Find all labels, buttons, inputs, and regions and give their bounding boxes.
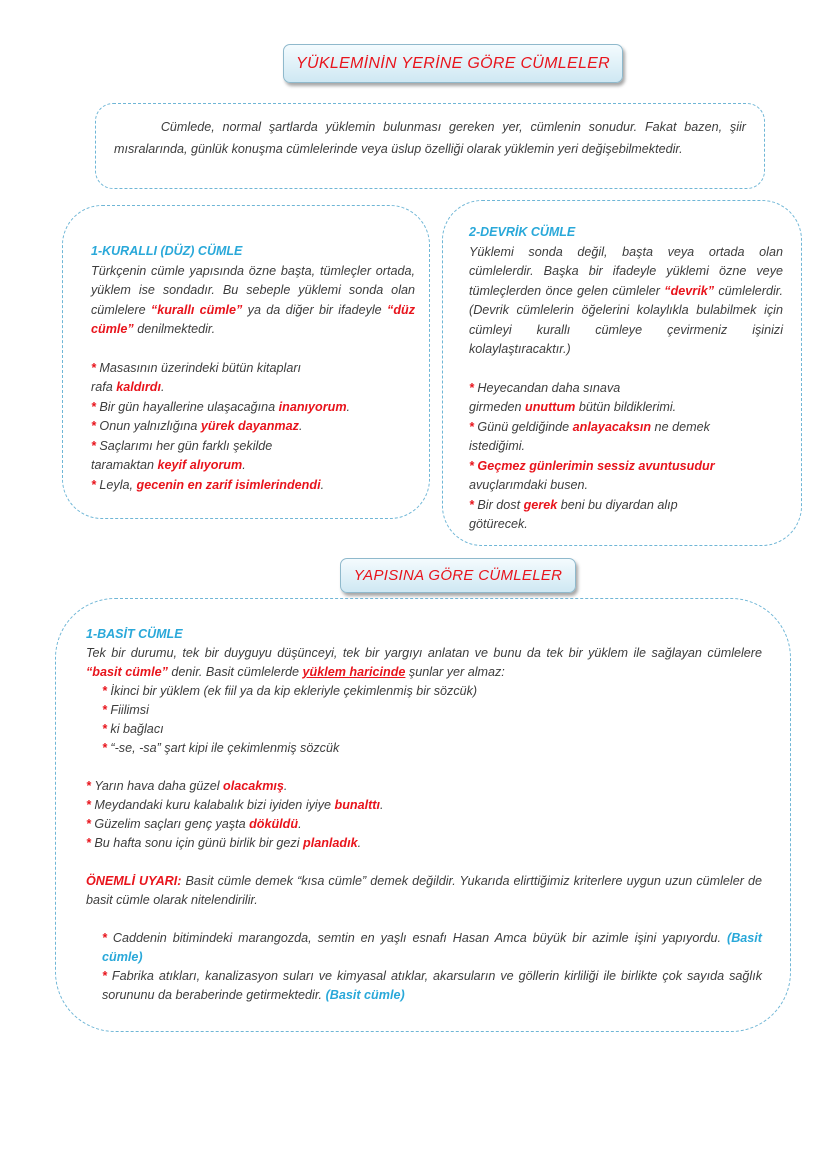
paragraph <box>86 929 762 967</box>
highlight-text: gecenin en zarif isimlerindendi <box>136 477 321 492</box>
asterisk-icon: * <box>86 779 95 793</box>
text: . <box>298 419 303 433</box>
text: beni bu diyardan alıp <box>557 497 678 512</box>
asterisk-icon: * <box>469 419 478 434</box>
paragraph <box>91 437 415 457</box>
text: . <box>346 399 351 414</box>
paragraph <box>86 701 762 720</box>
asterisk-icon: * <box>86 836 95 850</box>
text: Güzelim saçları genç yaşta <box>94 817 250 831</box>
asterisk-icon: * <box>102 703 111 717</box>
paragraph <box>469 418 783 438</box>
paragraph <box>86 777 762 796</box>
highlight-text: inanıyorum <box>278 399 347 414</box>
text: Cümlede, normal şartlarda yüklemin bulunması gereken yer, cümlenin sonudur. Fakat bazen, şiir mısralarında, günlük konuşma cümlelerinde veya üslup özelliği olarak yüklemin yeri değişebilmektedir. <box>114 120 746 156</box>
highlight-text: döküldü <box>249 817 299 831</box>
text: İkinci bir yüklem (ek fiil ya da kip ekleriyle çekimlenmiş bir sözcük) <box>110 684 478 698</box>
spacer <box>91 340 415 359</box>
text: girmeden <box>469 400 526 414</box>
text: Onun yalnızlığına <box>99 419 201 433</box>
paragraph <box>469 379 783 399</box>
highlight-text: planladık <box>303 836 358 850</box>
text: Masasının üzerindeki bütün kitapları <box>99 360 302 375</box>
text: cümlelerdir. (Devrik cümlelerin öğelerini kolaylıkla bulabilmek için cümleyi kurallı cümleye çevirmeniz işinizi kolaylaştıracaktır.) <box>469 283 783 356</box>
text: . <box>242 458 246 472</box>
text: Basit cümle demek “kısa cümle” demek değildir. Yukarıda elirttiğimiz kriterlere uygun uzun cümleler de basit cümle olarak nitelendirilir. <box>86 874 762 907</box>
text: şunlar yer almaz: <box>405 665 505 679</box>
highlight-text: olacakmış <box>223 779 284 793</box>
text: . <box>357 836 362 850</box>
regular-sentence-box <box>62 205 430 519</box>
text: Yüklemi sonda değil, başta veya ortada olan cümlelerdir. Başka bir ifadeyle yüklemi özne veye tümleçlerden önce gelen cümleler <box>469 244 783 298</box>
asterisk-icon: * <box>102 931 113 945</box>
text: Fiilimsi <box>110 703 149 717</box>
text: denir. Basit cümlelerde <box>167 665 303 679</box>
section-heading: 2-DEVRİK CÜMLE <box>469 225 576 239</box>
spacer <box>86 853 762 872</box>
highlight-text: gerek <box>523 497 558 512</box>
highlight-text: “basit cümle” <box>86 665 168 679</box>
text: Türkçenin cümle yapısında özne başta, tümleçler ortada, yüklem ise sondadır. Bu sebeple yüklemi sonda olan cümlelere <box>91 263 415 317</box>
text: istediğimi. <box>469 439 525 453</box>
highlight-text: ÖNEMLİ UYARI: <box>86 874 182 888</box>
paragraph <box>86 720 762 739</box>
inverted-sentence-box <box>442 200 802 546</box>
asterisk-icon: * <box>91 399 100 414</box>
asterisk-icon: * <box>469 380 478 395</box>
text: . <box>379 798 384 812</box>
section-title-predicate-position: YÜKLEMİNİN YERİNE GÖRE CÜMLELER <box>283 44 623 83</box>
highlight-text: (Basit cümle) <box>102 931 762 964</box>
text: bütün bildiklerimi. <box>575 400 677 414</box>
asterisk-icon: * <box>102 722 111 736</box>
text: Fabrika atıkları, kanalizasyon suları ve kimyasal atıklar, akarsuların ve göllerin kirliliği ile birlikte çok sayıda sağlık sorununu da beraberinde getirmektedir. <box>102 969 762 1002</box>
asterisk-icon: * <box>469 458 478 473</box>
highlight-text: keyif alıyorum <box>157 458 243 472</box>
asterisk-icon: * <box>91 419 100 433</box>
paragraph <box>469 243 783 360</box>
text: götürecek. <box>469 517 528 531</box>
section-title-structure: YAPISINA GÖRE CÜMLELER <box>340 558 576 593</box>
text: Leyla, <box>99 477 137 492</box>
text: Bu hafta sonu için günü birlik bir gezi <box>94 836 304 850</box>
asterisk-icon: * <box>469 497 478 512</box>
asterisk-icon: * <box>86 798 95 812</box>
paragraph <box>114 116 746 160</box>
asterisk-icon: * <box>102 969 112 983</box>
paragraph <box>86 967 762 1005</box>
highlight-text: unuttum <box>525 400 576 414</box>
text: . <box>283 779 288 793</box>
text: Yarın hava daha güzel <box>94 779 223 793</box>
highlight-text: (Basit cümle) <box>325 988 405 1002</box>
asterisk-icon: * <box>102 741 111 755</box>
paragraph <box>86 872 762 910</box>
text: . <box>161 380 165 394</box>
text: avuçlarımdaki busen. <box>469 478 589 492</box>
text: Bir dost <box>477 497 524 512</box>
text: . <box>298 817 302 831</box>
text: Heyecandan daha sınava <box>477 380 621 395</box>
paragraph <box>91 456 415 476</box>
paragraph <box>91 359 415 379</box>
text: taramaktan <box>91 458 158 472</box>
highlight-text: Geçmez günlerimin sessiz avuntusudur <box>477 458 715 473</box>
paragraph <box>469 398 783 418</box>
text: Meydandaki kuru kalabalık bizi iyiden iyiye <box>94 798 335 812</box>
text: Caddenin bitimindeki marangozda, semtin en yaşlı esnafı Hasan Amca büyük bir azimle işini yapıyordu. <box>112 931 727 945</box>
paragraph <box>469 496 783 516</box>
text: Tek bir durumu, tek bir duyguyu düşünceyi, tek bir yargıyı anlatan ve bunu da tek bir yüklem ile sağlayan cümlelere <box>86 646 762 660</box>
spacer <box>86 910 762 929</box>
paragraph <box>91 417 415 437</box>
text: Günü geldiğinde <box>477 419 573 434</box>
paragraph <box>91 378 415 398</box>
paragraph <box>91 398 415 418</box>
highlight-text: yüklem haricinde <box>302 665 406 679</box>
asterisk-icon: * <box>86 817 95 831</box>
section-heading: 1-KURALLI (DÜZ) CÜMLE <box>91 244 243 258</box>
highlight-text: “devrik” <box>664 283 714 298</box>
paragraph <box>469 515 783 535</box>
paragraph <box>469 457 783 477</box>
spacer <box>469 360 783 379</box>
paragraph <box>86 796 762 815</box>
text: rafa <box>91 380 117 394</box>
paragraph <box>469 437 783 457</box>
paragraph <box>86 682 762 701</box>
text: ya da diğer bir ifadeyle <box>242 302 388 317</box>
asterisk-icon: * <box>91 360 100 375</box>
text: Bir gün hayallerine ulaşacağına <box>99 399 279 414</box>
asterisk-icon: * <box>91 477 100 492</box>
highlight-text: “düz cümle” <box>91 302 415 336</box>
highlight-text: “kurallı cümle” <box>150 302 243 317</box>
text: ki bağlacı <box>110 722 164 736</box>
paragraph <box>91 262 415 340</box>
paragraph <box>86 834 762 853</box>
highlight-text: kaldırdı <box>116 380 161 394</box>
asterisk-icon: * <box>91 438 100 453</box>
section-heading: 1-BASİT CÜMLE <box>86 627 183 641</box>
spacer <box>86 758 762 777</box>
highlight-text: yürek dayanmaz <box>200 419 299 433</box>
simple-sentence-box <box>55 598 791 1032</box>
paragraph <box>91 476 415 496</box>
paragraph <box>86 644 762 682</box>
text: ne demek <box>651 419 710 434</box>
text: “-se, -sa” şart kipi ile çekimlenmiş sözcük <box>110 741 340 755</box>
paragraph <box>86 815 762 834</box>
highlight-text: anlayacaksın <box>572 419 652 434</box>
text: . <box>320 477 325 492</box>
paragraph <box>469 476 783 496</box>
asterisk-icon: * <box>102 684 111 698</box>
text: Saçlarımı her gün farklı şekilde <box>99 438 273 453</box>
paragraph <box>86 739 762 758</box>
highlight-text: bunalttı <box>334 798 380 812</box>
intro-box <box>95 103 765 189</box>
text: denilmektedir. <box>133 322 216 336</box>
